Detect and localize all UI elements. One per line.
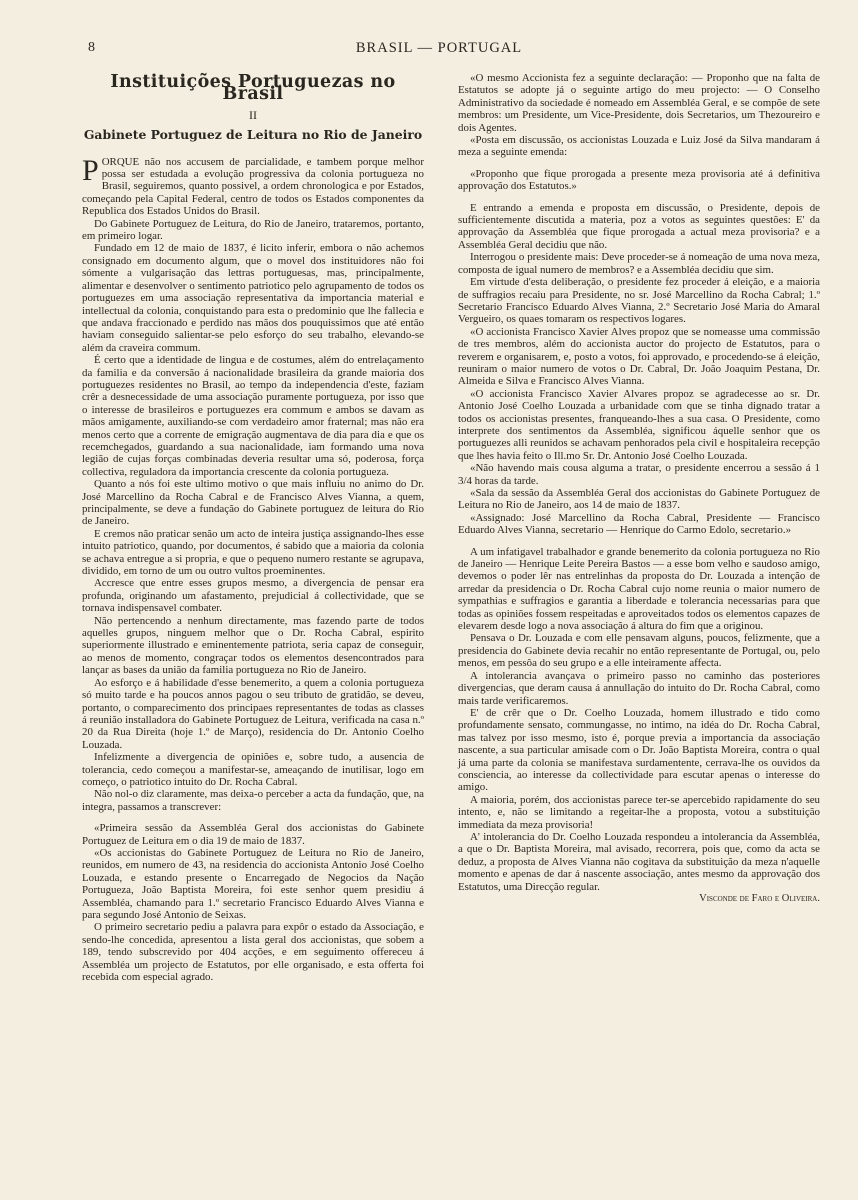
quote-paragraph: «Posta em discussão, os accionistas Louzada e Luiz José da Silva mandaram á meza a seguinte emenda: — [458, 134, 820, 159]
quote-paragraph: «Assignado: José Marcellino da Rocha Cabral, Presidente — Francisco Eduardo Alves Vianna, secretario — Henrique do Carmo Edolo, secretario.» — [458, 511, 820, 537]
paragraph: Ao esforço e á habilidade d'esse benemerito, a quem a colonia portugueza só muito tarde e ha poucos annos pagou o seu tributo de gratidão, se deveu, portanto, o comparecimento dos principaes representantes de todas as classes á reunião installadora do Gabinete Portuguez de Leitura, verificada na casa n.º 20 da Rua Direita (hoje 1.º de Março), residencia do Dr. Antonio Coelho Louzada. — [82, 676, 424, 751]
paragraph: Do Gabinete Portuguez de Leitura, do Rio de Janeiro, trataremos, portanto, em primeiro logar. — [82, 217, 424, 243]
paragraph: Não nol-o diz claramente, mas deixa-o perceber a acta da fundação, que, na integra, passamos a transcrever: — [82, 788, 424, 813]
paragraph-text: não nos accusem de parcialidade, e tambem porque melhor possa ser estudada a evolução progressiva da colonia portugueza no Brasil, seguiremos, quanto possivel, a ordem chronologica e por Estados, começando pela Capital Federal, centro de todos os Estados componentes da Republica dos Estados Unidos do Brasil. — [82, 155, 424, 218]
paragraph: E' de crêr que o Dr. Coelho Louzada, homem illustrado e tido como profundamente sensato, commungasse, no intimo, na idéa do Dr. Rocha Cabral, mas talvez por isso mesmo, isto é, porque previa a importancia da associação nascente, a sua particular amisade com o Dr. João Baptista Moreira, contra o qual já uma parte da colonia se manifestava surdamentente, cerrava-lhe os ouvidos da consciencia, ao interesse da collectividade para escutar apenas o interesse do amigo. — [458, 706, 820, 794]
author-signature: Visconde de Faro e Oliveira. — [699, 893, 820, 904]
article-title: Instituições Portuguezas no Brasil — [110, 72, 396, 105]
page-number: 8 — [88, 40, 95, 55]
article-subtitle: Gabinete Portuguez de Leitura no Rio de Janeiro — [83, 127, 423, 143]
paragraph: Em virtude d'esta deliberação, o presidente fez proceder á eleição, e a maioria de suffragios recaiu para Presidente, no sr. José Marcellino da Rocha Cabral; 1.º Secretario Francisco Eduardo Alves Vianna, 2.º Secretario José Maria do Amaral Vergueiro, os quaes tomaram os respectivos logares. — [458, 276, 820, 326]
quote-paragraph: «Sala da sessão da Assembléa Geral dos accionistas do Gabinete Portuguez de Leitura no Rio de Janeiro, aos 14 de maio de 1837. — [458, 487, 820, 512]
paragraph: Não pertencendo a nenhum directamente, mas fazendo parte de todos aquelles grupos, ninguem melhor que o Dr. Rocha Cabral, espirito superiormente illustrado e eminentemente patriota, seria capaz de conseguir, ao menos de momento, congraçar todos os elementos desencontrados para lançar as bases da união da familia portugueza no Rio de Janeiro. — [82, 614, 424, 677]
running-title: BRASIL — PORTUGAL — [355, 40, 523, 56]
paragraph: E entrando a emenda e proposta em discussão, o Presidente, depois de sufficientemente discutida a materia, poz a votos as seguintes questões: E' da approvação da Assembléa que fique prorogada a actual meza provisoria? e a Assembléa Geral decidiu que não. — [458, 201, 820, 251]
first-word: ORQUE — [101, 155, 140, 168]
quote-paragraph: «Não havendo mais cousa alguma a tratar, o presidente encerrou a sessão á 1 3/4 horas da tarde. — [458, 462, 820, 487]
paragraph — [82, 153, 424, 218]
paragraph: Pensava o Dr. Louzada e com elle pensavam alguns, poucos, felizmente, que a presidencia do Gabinete devia recahir no então representante de Portugal, ou, pelo menos, em pessôa do seu grupo e a elle inteiramente affecta. — [458, 632, 820, 670]
quote-paragraph: «Os accionistas do Gabinete Portuguez de Leitura no Rio de Janeiro, reunidos, em numero de 43, na residencia do accionista Antonio José Coelho Louzada, e estando presente o Encarregado de Negocios da Nação Portugueza, João Baptista Moreira, foi este senhor quem presidiu á Assembléa, chamando para 1.º secretario Francisco Eduardo Alves Vianna e para segundo José Antonio de Seixas. — [82, 846, 424, 921]
quote-paragraph: O primeiro secretario pediu a palavra para expôr o estado da Associação, e sendo-lhe concedida, apresentou a lista geral dos accionistas, que sobem a 189, tendo subscrevido por 404 acções, e em seguimento offereceu á Assembléa um projecto de Estatutos, por elle organisado, e esta offerta foi recebida com especial agrado. — [82, 921, 424, 984]
quote-paragraph: «Primeira sessão da Assembléa Geral dos accionistas do Gabinete Portuguez de Leitura em o dia 19 de maio de 1837. — [82, 822, 424, 847]
left-column — [82, 72, 424, 983]
paragraph: A um infatigavel trabalhador e grande benemerito da colonia portugueza no Rio de Janeiro — Henrique Leite Pereira Bastos — a esse bom velho e saudoso amigo, devemos o poder lêr nas entrelinhas da proposta do Dr. Louzada a intenção de arredar da presidencia o Dr. Rocha Cabral cujo nome reunia o maior numero de sympathias e suffragios e garantia a liberdade e tolerancia necessarias para que todas as opiniões fossem respeitadas e aproveitados todos os elementos capazes de elevarem desde logo a nova associação á altura do fim que a originou. — [458, 545, 820, 633]
article-part-number: II — [249, 107, 257, 122]
quote-paragraph: «Proponho que fique prorogada a presente meza provisoria até á definitiva approvação dos Estatutos.» — [458, 167, 820, 193]
quote-paragraph: «O mesmo Accionista fez a seguinte declaração: — Proponho que na falta de Estatutos se adopte já o seguinte artigo do meu projecto: — O Conselho Administrativo da sociedade é nomeado em Assembléa Geral, e se compõe de sete membros: um Presidente, um Vice-Presidente, dois Secretarios, um Thezoureiro e dois Agentes. — [458, 72, 820, 134]
drop-cap: P — [82, 153, 99, 187]
paragraph: Quanto a nós foi este ultimo motivo o que mais influiu no animo do Dr. José Marcellino da Rocha Cabral e de Francisco Alves Vianna, a quem, principalmente, se deve a fundação do Gabinete portuguez de leitura do Rio de Janeiro. — [82, 478, 424, 528]
paragraph: Accresce que entre esses grupos mesmo, a divergencia de pensar era profunda, originando um afastamento, prejudicial á collectividade, que se tornava indispensavel combater. — [82, 577, 424, 615]
paragraph: A intolerancia avançava o primeiro passo no caminho das posteriores divergencias, que deram causa á annullação do intuito do Dr. Rocha Cabral, como mais tarde verificaremos. — [458, 669, 820, 707]
quote-paragraph: «O accionista Francisco Xavier Alvares propoz se agradecesse ao sr. Dr. Antonio José Coelho Louzada a urbanidade com que se tinha dignado tratar a todos os accionistas presentes, franqueando-lhes a sua casa. O Presidente, como interprete dos sentimentos da Assembléa, significou áquelle senhor que os portuguezes alli reunidos se achavam penhorados pela civil e hospitaleira recepção que lhes havia feito o Ill.mo Sr. Dr. Antonio José Coelho Louzada. — [458, 387, 820, 462]
paragraph: É certo que a identidade de lingua e de costumes, além do entrelaçamento da familia e da conversão á nacionalidade brasileira da grande maioria dos portuguezes residentes no Brasil, ao tempo da independencia d'este, faziam crêr a desnecessidade de uma associação puramente portugueza, por isso que o interesse de brasileiros e portuguezes era commum e ambos se davam as mãos amigamente, auxiliando-se com verdadeiro amor fraternal; mas não era menos certo que a corrente de emigração augmentava de dia para dia e que os recemchegados, guardando a sua nacionalidade, iam formando uma nova legião de cujas forças combinadas deveria resultar uma só, poderosa, força collectiva, reguladora da importancia crescente da colonia portugueza. — [82, 354, 424, 478]
paragraph: Interrogou o presidente mais: Deve proceder-se á nomeação de uma nova meza, composta de igual numero de membros? e a Assembléa decidiu que sim. — [458, 251, 820, 276]
paragraph: E cremos não praticar senão um acto de inteira justiça assignando-lhes esse intuito patriotico, quando, por documentos, é sabido que a maioria da colonia se achava entregue a si propria, e que o pequeno numero restante se agrupava, dividido, em torno de um ou outro vultos proeminentes. — [82, 527, 424, 578]
paragraph: A maioria, porém, dos accionistas parece ter-se apercebido rapidamente do seu intento, e, não se limitando a regeitar-lhe a proposta, votou a substituição immediata da meza provisoria! — [458, 793, 820, 831]
page-header — [60, 38, 818, 58]
paragraph: A' intolerancia do Dr. Coelho Louzada respondeu a intolerancia da Assembléa, a que o Dr. Baptista Moreira, mal avisado, recorrera, pois que, como da acta se deduz, a proposta de Alves Vianna não cogitava da substituição da meza n'aquelle momento e apenas de dar á nascente associação, antes mesmo da approvação dos Estatutos, uma Direcção regular. — [458, 830, 820, 893]
quote-paragraph: «O accionista Francisco Xavier Alves propoz que se nomeasse uma commissão de tres membros, além do accionista auctor do projecto de Estatutos, para o reverem e organisarem, e, posto a votos, foi approvado, e procedendo-se á eleição, reuniram o maior numero de votos o Dr. Cabral, Dr. João Joaquim Pestana, Dr. Almeida e Silva e Francisco Alves Vianna. — [458, 325, 820, 388]
paragraph: Infelizmente a divergencia de opiniões e, sobre tudo, a ausencia de tolerancia, cedo começou a manifestar-se, ameaçando de inutilisar, logo em começo, o patriotico intuito do Dr. Rocha Cabral. — [82, 751, 424, 788]
right-column — [458, 72, 820, 905]
paragraph: Fundado em 12 de maio de 1837, é licito inferir, embora o não achemos consignado em documento algum, que o movel dos instituidores não foi sómente a vulgarisação das lettras portuguesas, mas, principalmente, alimentar e desenvolver o sentimento patriotico pelo agrupamento de todos os portuguezes em uma associação representativa da importancia material e intellectual da colonia, conquistando para esta o predominio que lhe fallecia e que andava fraccionado e perdido nas mãos dos pouquissimos que até então haviam conseguido salientar-se pelo esforço do seu trabalho, elevando-se além da craveira commum. — [82, 242, 424, 354]
